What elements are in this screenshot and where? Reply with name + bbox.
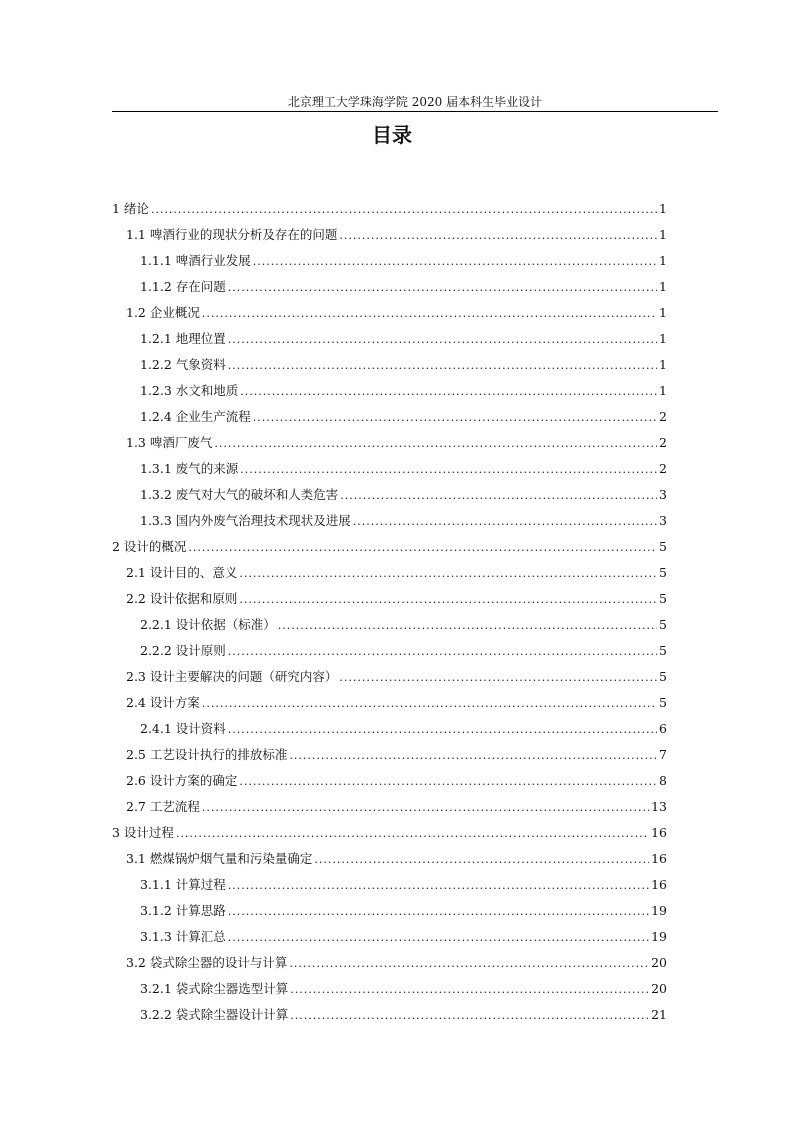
- toc-page-number: 20: [651, 955, 667, 970]
- toc-entry-title: 3 设计过程: [112, 825, 174, 840]
- toc-entry[interactable]: [126, 742, 667, 768]
- toc-page-number: 1: [659, 201, 667, 216]
- toc-entry-title: 3.2.1 袋式除尘器选型计算: [140, 981, 289, 996]
- toc-page-number: 1: [659, 305, 667, 320]
- toc-dot-leader: [340, 483, 657, 509]
- toc-dot-leader: [151, 197, 657, 223]
- toc-entry-title: 2.1 设计目的、意义: [126, 565, 238, 580]
- toc-dot-leader: [228, 275, 657, 301]
- toc-entry[interactable]: [140, 378, 667, 404]
- toc-entry-title: 1.1.2 存在问题: [140, 279, 226, 294]
- toc-entry-title: 3.2 袋式除尘器的设计与计算: [126, 955, 288, 970]
- toc-dot-leader: [339, 223, 657, 249]
- toc-page-number: 5: [659, 539, 667, 554]
- toc-entry-title: 1.3.2 废气对大气的破坏和人类危害: [140, 487, 339, 502]
- toc-entry-title: 2.2.2 设计原则: [140, 643, 226, 658]
- toc-page-number: 16: [651, 877, 667, 892]
- toc-page-number: 1: [659, 227, 667, 242]
- page-header: [112, 93, 718, 112]
- toc-page-number: 21: [651, 1007, 667, 1022]
- toc-entry[interactable]: [126, 794, 667, 820]
- toc-entry[interactable]: [126, 300, 667, 326]
- toc-entry[interactable]: [140, 404, 667, 430]
- toc-entry[interactable]: [126, 690, 667, 716]
- toc-entry-title: 1.1.1 啤酒行业发展: [140, 253, 251, 268]
- toc-dot-leader: [289, 951, 649, 977]
- toc-entry-title: 3.1 燃煤锅炉烟气量和污染量确定: [126, 851, 313, 866]
- toc-entry-title: 3.1.3 计算汇总: [140, 929, 226, 944]
- toc-page-number: 5: [659, 565, 667, 580]
- toc-entry[interactable]: [140, 274, 667, 300]
- toc-entry[interactable]: [140, 456, 667, 482]
- toc-entry-title: 2.7 工艺流程: [126, 799, 200, 814]
- toc-entry[interactable]: [140, 872, 667, 898]
- toc-entry[interactable]: [126, 950, 667, 976]
- toc-dot-leader: [228, 639, 657, 665]
- toc-entry-title: 2.3 设计主要解决的问题（研究内容）: [126, 669, 338, 684]
- toc-entry-title: 2.6 设计方案的确定: [126, 773, 238, 788]
- toc-entry-title: 1.2.4 企业生产流程: [140, 409, 251, 424]
- toc-entry[interactable]: [140, 352, 667, 378]
- toc-page-number: 20: [651, 981, 667, 996]
- toc-entry-title: 2.4 设计方案: [126, 695, 200, 710]
- toc-dot-leader: [228, 899, 649, 925]
- toc-page-number: 1: [659, 383, 667, 398]
- toc-page-number: 16: [651, 851, 667, 866]
- toc-entry[interactable]: [126, 430, 667, 456]
- toc-page-number: 5: [659, 669, 667, 684]
- toc-dot-leader: [239, 587, 657, 613]
- toc-page-number: 3: [659, 513, 667, 528]
- page-title: 目录: [372, 123, 412, 147]
- toc-entry-title: 2.5 工艺设计执行的排放标准: [126, 747, 288, 762]
- toc-entry-title: 2 设计的概况: [112, 539, 187, 554]
- toc-entry-title: 1.2.1 地理位置: [140, 331, 226, 346]
- toc-page-number: 1: [659, 279, 667, 294]
- toc-entry[interactable]: [126, 560, 667, 586]
- toc-page-number: 19: [651, 929, 667, 944]
- toc-entry-title: 2.2 设计依据和原则: [126, 591, 238, 606]
- toc-dot-leader: [202, 795, 649, 821]
- toc-entry[interactable]: [140, 482, 667, 508]
- toc-dot-leader: [214, 431, 657, 457]
- toc-entry-title: 3.2.2 袋式除尘器设计计算: [140, 1007, 289, 1022]
- toc-dot-leader: [202, 691, 657, 717]
- toc-entry[interactable]: [140, 898, 667, 924]
- toc-page-number: 2: [659, 409, 667, 424]
- toc-entry[interactable]: [140, 638, 667, 664]
- toc-page-number: 13: [651, 799, 667, 814]
- toc-dot-leader: [202, 301, 657, 327]
- toc-entry[interactable]: [140, 1002, 667, 1028]
- page-header-text: 北京理工大学珠海学院 2020 届本科生毕业设计: [287, 95, 543, 109]
- toc-entry[interactable]: [126, 768, 667, 794]
- toc-entry-title: 1 绪论: [112, 201, 149, 216]
- toc-entry[interactable]: [126, 846, 667, 872]
- toc-page-number: 6: [659, 721, 667, 736]
- toc-dot-leader: [188, 535, 657, 561]
- toc-entry-title: 1.3.3 国内外废气治理技术现状及进展: [140, 513, 351, 528]
- toc-page-number: 2: [659, 435, 667, 450]
- toc-dot-leader: [228, 925, 649, 951]
- toc-entry-title: 1.3.1 废气的来源: [140, 461, 239, 476]
- toc-page-number: 5: [659, 617, 667, 632]
- toc-entry-title: 2.4.1 设计资料: [140, 721, 226, 736]
- toc-page-number: 1: [659, 357, 667, 372]
- toc-dot-leader: [339, 665, 657, 691]
- toc-entry-title: 1.3 啤酒厂废气: [126, 435, 213, 450]
- toc-entry[interactable]: [140, 326, 667, 352]
- toc-entry[interactable]: [140, 924, 667, 950]
- toc-dot-leader: [290, 1003, 649, 1029]
- toc-dot-leader: [253, 405, 657, 431]
- table-of-contents: [0, 196, 793, 1028]
- toc-entry-title: 1.2.3 水文和地质: [140, 383, 239, 398]
- toc-dot-leader: [228, 717, 657, 743]
- toc-dot-leader: [253, 249, 657, 275]
- toc-dot-leader: [314, 847, 649, 873]
- toc-entry-title: 2.2.1 设计依据（标准）: [140, 617, 276, 632]
- toc-entry-title: 1.2 企业概况: [126, 305, 200, 320]
- toc-entry[interactable]: [140, 508, 667, 534]
- toc-dot-leader: [353, 509, 657, 535]
- toc-page-number: 5: [659, 643, 667, 658]
- toc-entry[interactable]: [140, 612, 667, 638]
- toc-entry-title: 1.1 啤酒行业的现状分析及存在的问题: [126, 227, 338, 242]
- toc-entry[interactable]: [126, 664, 667, 690]
- toc-entry[interactable]: [140, 716, 667, 742]
- toc-dot-leader: [290, 977, 649, 1003]
- toc-entry[interactable]: [140, 248, 667, 274]
- toc-dot-leader: [289, 743, 657, 769]
- toc-entry[interactable]: [112, 534, 667, 560]
- toc-dot-leader: [228, 353, 657, 379]
- toc-page-number: 19: [651, 903, 667, 918]
- toc-dot-leader: [278, 613, 657, 639]
- toc-page-number: 16: [651, 825, 667, 840]
- toc-dot-leader: [228, 327, 657, 353]
- toc-page-number: 8: [659, 773, 667, 788]
- toc-dot-leader: [239, 561, 657, 587]
- toc-entry[interactable]: [126, 586, 667, 612]
- toc-page-number: 1: [659, 253, 667, 268]
- toc-page-number: 5: [659, 591, 667, 606]
- toc-page-number: 3: [659, 487, 667, 502]
- toc-dot-leader: [176, 821, 649, 847]
- toc-dot-leader: [240, 379, 657, 405]
- toc-page-number: 2: [659, 461, 667, 476]
- toc-entry[interactable]: [112, 820, 667, 846]
- toc-entry-title: 1.2.2 气象资料: [140, 357, 226, 372]
- toc-entry[interactable]: [140, 976, 667, 1002]
- toc-page-number: 1: [659, 331, 667, 346]
- toc-entry[interactable]: [126, 222, 667, 248]
- toc-page-number: 5: [659, 695, 667, 710]
- toc-dot-leader: [228, 873, 649, 899]
- toc-dot-leader: [239, 769, 657, 795]
- toc-entry[interactable]: [112, 196, 667, 222]
- toc-entry-title: 3.1.2 计算思路: [140, 903, 226, 918]
- toc-dot-leader: [240, 457, 657, 483]
- toc-entry-title: 3.1.1 计算过程: [140, 877, 226, 892]
- toc-page-number: 7: [659, 747, 667, 762]
